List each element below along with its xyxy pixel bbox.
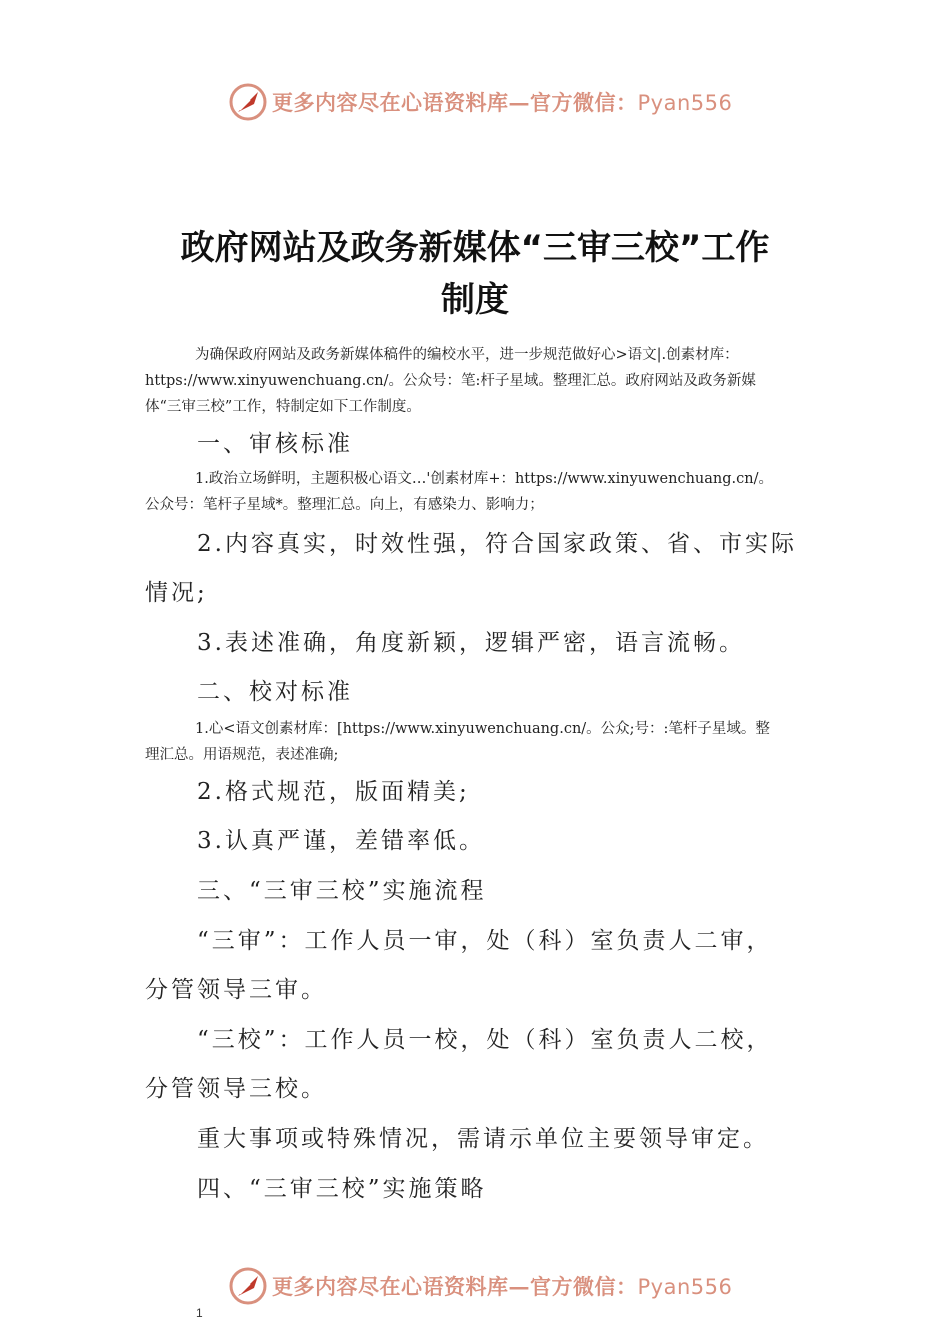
intro-paragraph <box>145 342 810 420</box>
section-2-item-1 <box>145 716 810 768</box>
section-3-heading-text: 三、“三审三校”实施流程 <box>197 878 487 904</box>
s2-item1-line-1: 1.心<语文创素材库：[https://www.xinyuwenchuang.cn/。公众;号：:笔杆子星域。整 <box>195 721 770 737</box>
s1-item3-text: 3.表述准确，角度新颖，逻辑严密，语言流畅。 <box>197 630 745 656</box>
section-3-paragraph-1 <box>145 917 810 1015</box>
section-2-heading-text: 二、校对标准 <box>197 679 353 705</box>
section-4-heading-text: 四、“三审三校”实施策略 <box>197 1176 487 1202</box>
intro-line-2: https://www.xinyuwenchuang.cn/。公众号：笔:杆子星域。整理汇总。政府网站及政务新媒 <box>145 373 756 389</box>
s3-p1-line-2: 分管领导三审。 <box>145 977 327 1003</box>
intro-line-1: 为确保政府网站及政务新媒体稿件的编校水平，进一步规范做好心>语文|.创素材库： <box>195 347 739 363</box>
section-2-item-3 <box>145 817 810 866</box>
section-1-heading <box>145 420 810 469</box>
document-title <box>120 222 830 326</box>
page-number: 1 <box>196 1306 203 1320</box>
banner-text-id: Pyan556 <box>637 1275 733 1299</box>
s2-item2-text: 2.格式规范，版面精美; <box>197 779 470 805</box>
s1-item1-line-2: 公众号：笔杆子星域*。整理汇总。向上，有感染力、影响力； <box>145 497 544 513</box>
banner-text <box>272 87 732 117</box>
header-banner <box>228 80 733 124</box>
footer-banner <box>228 1264 733 1308</box>
section-2-item-2 <box>145 768 810 817</box>
section-2-heading <box>145 668 810 717</box>
s1-item2-line-2: 情况; <box>145 580 208 606</box>
banner-text-cn: 更多内容尽在心语资料库—官方微信： <box>272 1274 638 1299</box>
title-line-1: 政府网站及政务新媒体“三审三校”工作 <box>180 228 770 268</box>
section-1-item-2 <box>145 520 810 618</box>
section-1-heading-text: 一、审核标准 <box>197 431 353 457</box>
banner-text-id: Pyan556 <box>637 91 733 115</box>
s3-p2-line-1: “三校”：工作人员一校，处（科）室负责人二校， <box>197 1027 773 1053</box>
quill-logo-icon <box>228 82 268 122</box>
s2-item3-text: 3.认真严谨，差错率低。 <box>197 828 485 854</box>
section-3-paragraph-3 <box>145 1115 810 1164</box>
s3-p1-line-1: “三审”：工作人员一审，处（科）室负责人二审， <box>197 928 773 954</box>
s3-p3-text: 重大事项或特殊情况，需请示单位主要领导审定。 <box>197 1126 769 1152</box>
intro-line-3: 体“三审三校”工作，特制定如下工作制度。 <box>145 399 421 415</box>
s3-p2-line-2: 分管领导三校。 <box>145 1076 327 1102</box>
banner-text-cn: 更多内容尽在心语资料库—官方微信： <box>272 90 638 115</box>
quill-logo-icon <box>228 1266 268 1306</box>
banner-text <box>272 1271 732 1301</box>
section-4-heading <box>145 1165 810 1214</box>
section-1-item-3 <box>145 619 810 668</box>
title-line-2: 制度 <box>441 280 509 320</box>
section-1-item-1 <box>145 466 810 518</box>
s1-item2-line-1: 2.内容真实，时效性强，符合国家政策、省、市实际 <box>197 531 797 557</box>
s2-item1-line-2: 理汇总。用语规范，表述准确; <box>145 747 339 763</box>
section-3-paragraph-2 <box>145 1016 810 1114</box>
s1-item1-line-1: 1.政治立场鲜明，主题积极心语文…'创素材库+：https://www.xinyuwenchuang.cn/。 <box>195 471 773 487</box>
section-3-heading <box>145 867 810 916</box>
